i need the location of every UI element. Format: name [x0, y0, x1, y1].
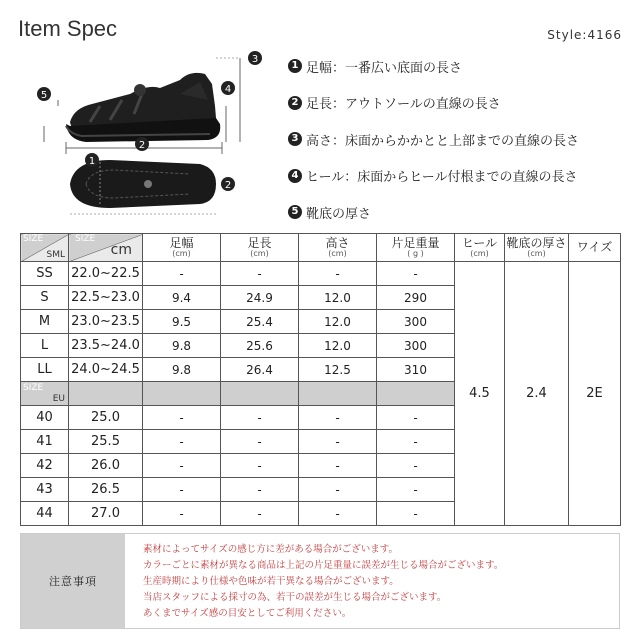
- eu-size: 43: [21, 478, 69, 502]
- cell-width: -: [143, 454, 221, 478]
- cell-weight: 290: [377, 286, 455, 310]
- legend-text: 足幅：一番広い底面の長さ: [306, 60, 463, 76]
- cell-weight: -: [377, 262, 455, 286]
- size-range: 24.0~24.5: [69, 358, 143, 382]
- eu-corner-cell: SIZE EU: [21, 382, 69, 406]
- col-header-width: 足幅 (cm): [143, 234, 221, 262]
- cell-length: -: [221, 262, 299, 286]
- marker-2: 2: [138, 140, 146, 151]
- sandal-illustration: [30, 44, 280, 224]
- size-label: S: [21, 286, 69, 310]
- cell-width: -: [143, 478, 221, 502]
- legend-item: [288, 121, 628, 158]
- size-range: 22.0~22.5: [69, 262, 143, 286]
- size-label: LL: [21, 358, 69, 382]
- legend-text: ヒール：床面からヒール付根までの直線の長さ: [306, 170, 578, 186]
- col-header-height: 高さ (cm): [299, 234, 377, 262]
- size-label: M: [21, 310, 69, 334]
- eu-cm: 27.0: [69, 502, 143, 526]
- notes-body: [125, 534, 619, 628]
- cell-height: -: [299, 262, 377, 286]
- cell-length: 26.4: [221, 358, 299, 382]
- eu-cm: 26.0: [69, 454, 143, 478]
- size-range: 22.5~23.0: [69, 286, 143, 310]
- cell-height: 12.0: [299, 310, 377, 334]
- size-label: SS: [21, 262, 69, 286]
- page-title: Item Spec: [18, 16, 118, 41]
- cell-weight: -: [377, 502, 455, 526]
- legend-text: 靴底の厚さ: [306, 206, 372, 222]
- col-header-length: 足長 (cm): [221, 234, 299, 262]
- measurement-legend: [288, 48, 628, 231]
- notes-box: [20, 533, 620, 629]
- cell-width: 9.4: [143, 286, 221, 310]
- cell-weight: -: [377, 406, 455, 430]
- cell-weight: 300: [377, 334, 455, 358]
- table-row: [21, 262, 621, 286]
- legend-text: 足長：アウトソールの直線の長さ: [306, 97, 501, 113]
- cell-width: 9.8: [143, 358, 221, 382]
- size-range: 23.0~23.5: [69, 310, 143, 334]
- col-header-heel: ヒール (cm): [455, 234, 505, 262]
- cell-weight: 310: [377, 358, 455, 382]
- cell-length: -: [221, 454, 299, 478]
- cell-height: 12.0: [299, 286, 377, 310]
- legend-item: [288, 85, 628, 122]
- range-header: SIZE cm: [69, 234, 143, 262]
- col-header-weight: 片足重量 ( g ): [377, 234, 455, 262]
- note-line: カラーごとに素材が異なる商品は上記の片足重量に誤差が生じる場合がございます。: [143, 560, 504, 571]
- eu-cm: 25.5: [69, 430, 143, 454]
- cell-weight: -: [377, 478, 455, 502]
- cell-length: 25.6: [221, 334, 299, 358]
- legend-number: 2: [288, 96, 302, 110]
- cell-height: -: [299, 406, 377, 430]
- note-line: あくまでサイズ感の目安としてご利用ください。: [143, 608, 352, 619]
- size-spec-table: [20, 233, 621, 526]
- cell-weight: 300: [377, 310, 455, 334]
- legend-number: 4: [288, 169, 302, 183]
- col-header-wise: ワイズ: [569, 234, 621, 262]
- legend-number: 3: [288, 132, 302, 146]
- col-header-sole: 靴底の厚さ (cm): [505, 234, 569, 262]
- eu-cm: 25.0: [69, 406, 143, 430]
- eu-cm: 26.5: [69, 478, 143, 502]
- cell-width: -: [143, 502, 221, 526]
- marker-3: 3: [251, 54, 259, 65]
- notes-label: 注意事項: [21, 534, 125, 628]
- cell-width: -: [143, 262, 221, 286]
- eu-size: 44: [21, 502, 69, 526]
- cell-height: -: [299, 478, 377, 502]
- cell-length: 25.4: [221, 310, 299, 334]
- cell-sole: 2.4: [505, 262, 569, 526]
- cell-weight: -: [377, 454, 455, 478]
- marker-4: 4: [224, 84, 232, 95]
- legend-number: 5: [288, 205, 302, 219]
- marker-5: 5: [40, 90, 48, 101]
- cell-height: 12.0: [299, 334, 377, 358]
- note-line: 当店スタッフによる採寸の為、若干の誤差が生じる場合がございます。: [143, 592, 447, 603]
- marker-1: 1: [88, 156, 96, 167]
- shoe-diagram: [30, 44, 280, 224]
- cell-length: -: [221, 430, 299, 454]
- cell-height: -: [299, 454, 377, 478]
- cell-width: -: [143, 430, 221, 454]
- eu-size: 41: [21, 430, 69, 454]
- marker-2-bottom: 2: [224, 180, 232, 191]
- note-line: 素材によってサイズの感じ方に差がある場合がございます。: [143, 544, 398, 555]
- cell-height: 12.5: [299, 358, 377, 382]
- table-header-row: [21, 234, 621, 262]
- cell-width: 9.5: [143, 310, 221, 334]
- cell-height: -: [299, 502, 377, 526]
- eu-size: 42: [21, 454, 69, 478]
- note-line: 生産時期により仕様や色味が若干異なる場合がございます。: [143, 576, 399, 587]
- legend-item: [288, 158, 628, 195]
- cell-length: -: [221, 406, 299, 430]
- sole-bottom-view: [70, 160, 216, 208]
- cell-width: 9.8: [143, 334, 221, 358]
- cell-length: 24.9: [221, 286, 299, 310]
- size-corner-cell: SIZE SML: [21, 234, 69, 262]
- size-range: 23.5~24.0: [69, 334, 143, 358]
- cell-length: -: [221, 502, 299, 526]
- cell-heel: 4.5: [455, 262, 505, 526]
- legend-item: [288, 48, 628, 85]
- eu-size: 40: [21, 406, 69, 430]
- legend-number: 1: [288, 59, 302, 73]
- legend-item: [288, 194, 628, 231]
- cell-wise: 2E: [569, 262, 621, 526]
- style-code: Style:4166: [547, 28, 622, 42]
- size-label: L: [21, 334, 69, 358]
- cell-weight: -: [377, 430, 455, 454]
- legend-text: 高さ：床面からかかとと上部までの直線の長さ: [306, 133, 580, 149]
- cell-length: -: [221, 478, 299, 502]
- cell-width: -: [143, 406, 221, 430]
- cell-height: -: [299, 430, 377, 454]
